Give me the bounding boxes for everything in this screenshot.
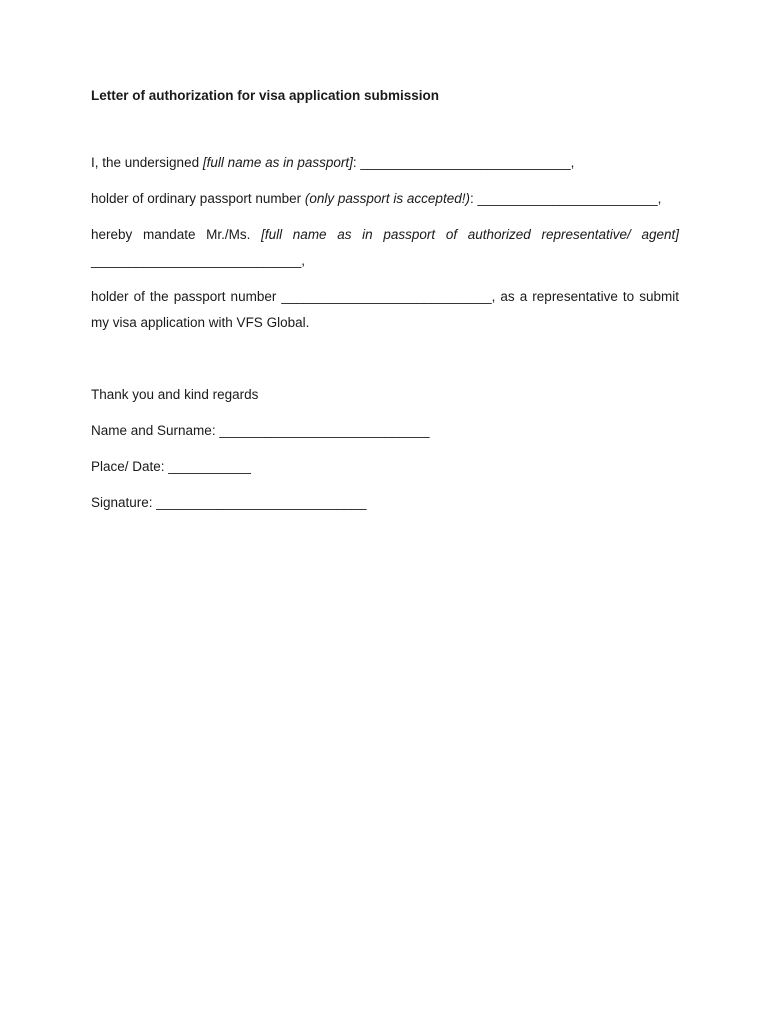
representative-line-2: my visa application with VFS Global. — [91, 315, 310, 330]
mandate-line-1 — [91, 222, 679, 248]
mandate-blank: ____________________________, — [91, 253, 305, 268]
representative-line-1: holder of the passport number ____________________________, as a representative to submit — [91, 289, 679, 304]
passport-number-paragraph — [91, 186, 679, 212]
undersigned-blank: : ____________________________, — [352, 155, 575, 170]
undersigned-paragraph — [91, 150, 679, 176]
place-date-field: Place/ Date: ___________ — [91, 459, 251, 474]
mandate-paragraph — [91, 222, 679, 274]
undersigned-hint: [full name as in passport] — [202, 155, 353, 170]
mandate-lead: hereby mandate Mr./Ms. — [91, 227, 262, 242]
undersigned-lead: I, the undersigned — [91, 155, 203, 170]
passport-number-lead: holder of ordinary passport number — [91, 191, 305, 206]
name-surname-field: Name and Surname: ____________________________ — [91, 423, 430, 438]
passport-number-blank: : ________________________, — [469, 191, 662, 206]
passport-number-hint: (only passport is accepted!) — [304, 191, 470, 206]
mandate-hint: [full name as in passport of authorized representative/ agent] — [261, 227, 680, 242]
spacer — [91, 346, 679, 382]
letter-body — [91, 86, 679, 526]
letter-title: Letter of authorization for visa application submission — [91, 88, 440, 103]
closing-thanks: Thank you and kind regards — [91, 387, 259, 402]
signature-field: Signature: ____________________________ — [91, 495, 367, 510]
representative-paragraph — [91, 284, 679, 336]
